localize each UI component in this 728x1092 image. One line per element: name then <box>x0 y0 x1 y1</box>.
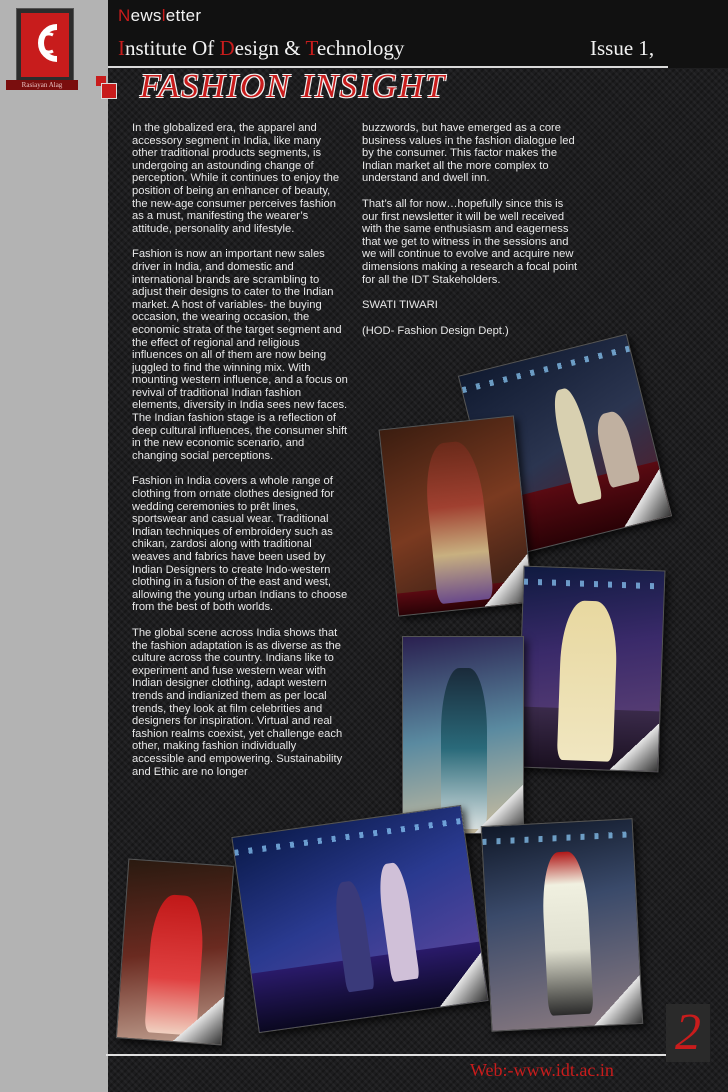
inst-part-1: nstitute Of <box>125 36 220 60</box>
fashion-show-photo <box>231 805 488 1033</box>
fashion-show-photo <box>402 636 524 834</box>
author-title: (HOD- Fashion Design Dept.) <box>362 324 509 337</box>
article-paragraph: The global scene across India shows that the fashion adaptation is as diverse as the culture across the country. Indians like to experiment and fuse western wear with Indian designer clothing, adapt western trends and indianized them as per local trends, they look at film celebrities and designers for inspiration. Virtual and real fashion realms coexist, yet challenge each other, making fashion individually accessible and empowering. Sustainability and Ethic are no longer <box>132 626 343 778</box>
newsletter-initial: N <box>118 6 131 25</box>
logo-emblem-icon <box>17 9 73 81</box>
fashion-show-photo <box>379 415 534 616</box>
article-right-column <box>362 122 580 350</box>
headline-bullet-icon <box>96 76 118 98</box>
inst-part-3: echnology <box>316 36 405 60</box>
footer-divider <box>106 1054 666 1056</box>
inst-initial-d: D <box>219 36 235 60</box>
inst-part-2: esign & <box>234 36 306 60</box>
inst-initial-t: T <box>305 36 317 60</box>
institute-name <box>118 36 404 61</box>
author-name: SWATI TIWARI <box>362 299 438 312</box>
inst-initial-i: I <box>118 36 125 60</box>
article-paragraph: Fashion in India covers a whole range of clothing from ornate clothes designed for wedding ceremonies to prêt lines, sportswear and casual wear. Traditional Indian techniques of embroidery such as chikan, zardosi along with traditional weaves and fabrics have been used by Indian Designers to create Indo-western clothing in a fusion of the east and west, allowing the young urban Indians to choose from the best of both worlds. <box>132 475 348 614</box>
page-number: 2 <box>666 1004 710 1062</box>
fashion-show-photo <box>116 859 234 1046</box>
left-margin <box>0 0 108 1092</box>
newsletter-part-rest: etter <box>165 6 202 25</box>
article-paragraph: That’s all for now…hopefully since this is our first newsletter it will be well received with the same enthusiasm and eagerness that we get to witness in the sessions and we will continue to evolve and acquire new dimensions making a research a focal point for all the IDT Stakeholders. <box>362 197 578 286</box>
article-left-column <box>132 122 348 791</box>
page-headline: FASHION INSIGHT <box>140 68 447 105</box>
newsletter-red-l: l <box>161 6 166 25</box>
article-paragraph: Fashion is now an important new sales driver in India, and domestic and international brands are scrambling to adjust their designs to cater to the Indian market. A host of variables- the buying occasion, the wearing occasion, the economic strata of the target segment and the effect of regional and religious influences on all of them are now being juggled to find the winning mix. With mounting western influence, and a focus on revival of traditional Indian fashion elements, diversity in India sees new faces. The Indian fashion stage is a reflection of deep cultural influences, the consumer shift in the new economic scenario, and changing social perceptions. <box>132 248 348 462</box>
idt-logo <box>16 8 74 82</box>
newsletter-label <box>118 6 201 26</box>
issue-label: Issue 1, <box>590 36 655 60</box>
website-link[interactable]: Web:-www.idt.ac.in <box>470 1060 614 1080</box>
newsletter-part: ews <box>130 6 162 25</box>
article-paragraph: In the globalized era, the apparel and accessory segment in India, like many other traditional products segments, is undergoing an astounding change of perception. While it continues to enjoy the position of being an enhancer of beauty, the new-age consumer perceives fashion as a must, manifesting the wearer’s attitude, personality and lifestyle. <box>132 122 340 235</box>
logo-caption: Rasiayan Alag <box>6 80 78 90</box>
fashion-show-photo <box>517 566 666 773</box>
fashion-show-photo <box>481 818 644 1032</box>
article-paragraph: buzzwords, but have emerged as a core business values in the fashion dialogue led by the consumer. This factor makes the Indian market all the more complex to understand and dwell inn. <box>362 122 575 185</box>
